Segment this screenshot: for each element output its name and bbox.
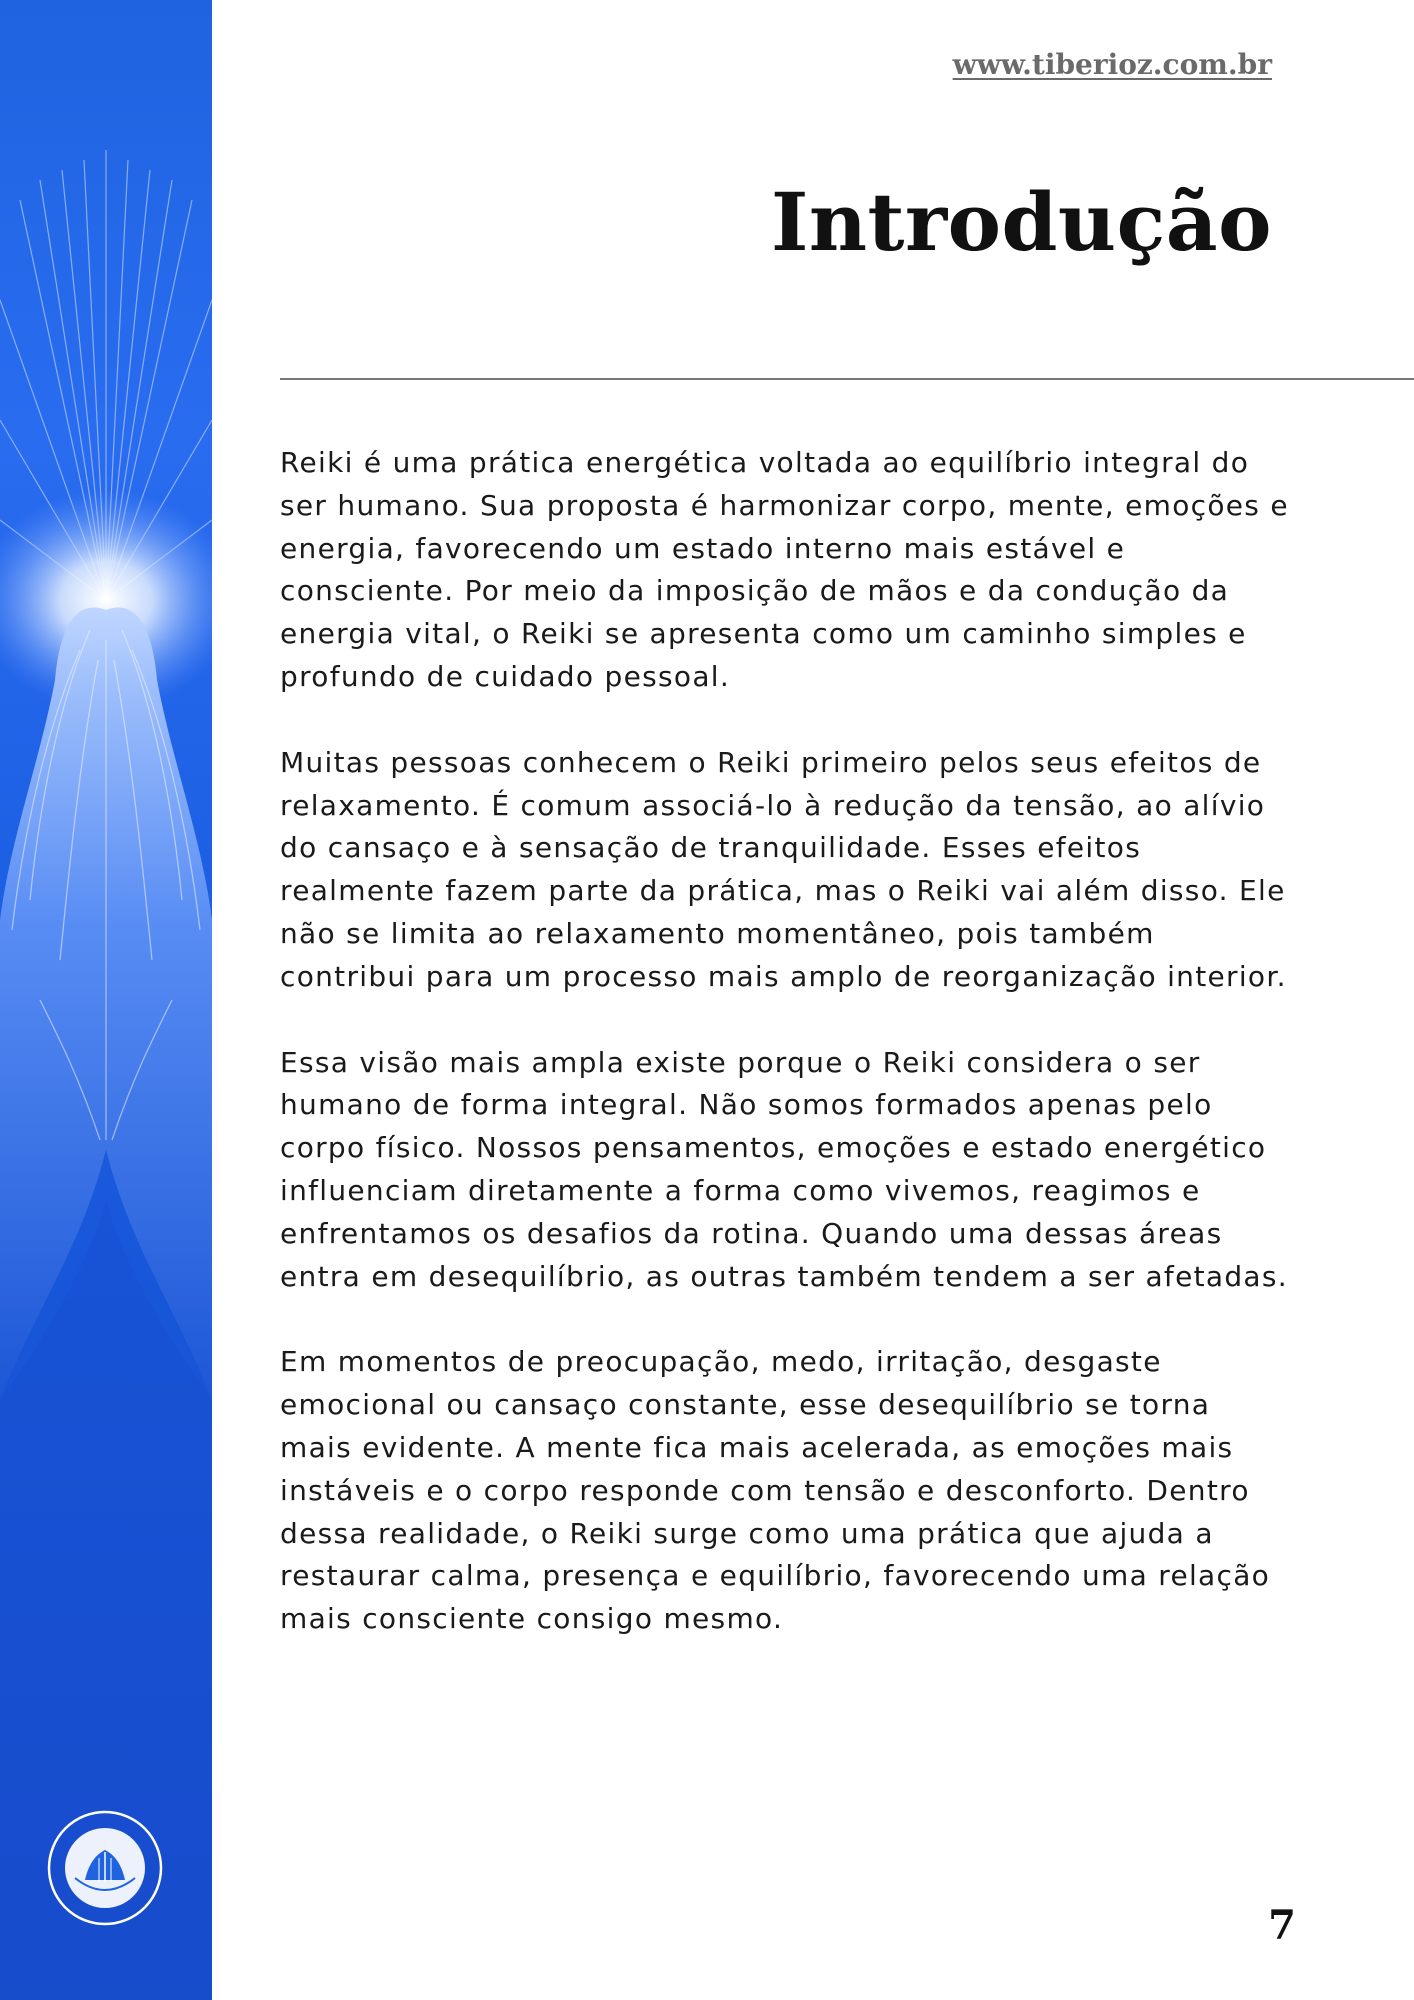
- paragraph-1: Reiki é uma prática energética voltada ao equilíbrio integral do ser humano. Sua proposta é harmonizar corpo, mente, emoções e energia, favorecendo um estado interno mais estável e consciente. Por meio da imposição de mãos e da condução da energia vital, o Reiki se apresenta como um caminho simples e profundo de cuidado pessoal.: [280, 446, 1289, 693]
- title-divider: [280, 378, 1414, 380]
- frequencias-da-liberdade-logo: [45, 1808, 165, 1928]
- page-number: 7: [1268, 1902, 1296, 1949]
- website-url[interactable]: www.tiberioz.com.br: [952, 48, 1272, 81]
- paragraph-4: Em momentos de preocupação, medo, irritação, desgaste emocional ou cansaço constante, esse desequilíbrio se torna mais evidente. A mente fica mais acelerada, as emoções mais instáveis e o corpo responde com tensão e desconforto. Dentro dessa realidade, o Reiki surge como uma prática que ajuda a restaurar calma, presença e equilíbrio, favorecendo uma relação mais consciente consigo mesmo.: [280, 1345, 1271, 1636]
- praying-hands-illustration: [0, 0, 212, 2000]
- body-text: [280, 442, 1290, 1684]
- side-image-panel: [0, 0, 212, 2000]
- page-title: Introdução: [770, 175, 1272, 269]
- paragraph-2: Muitas pessoas conhecem o Reiki primeiro pelos seus efeitos de relaxamento. É comum associá-lo à redução da tensão, ao alívio do cansaço e à sensação de tranquilidade. Esses efeitos realmente fazem parte da prática, mas o Reiki vai além disso. Ele não se limita ao relaxamento momentâneo, pois também contribui para um processo mais amplo de reorganização interior.: [280, 745, 1287, 993]
- paragraph-3: Essa visão mais ampla existe porque o Reiki considera o ser humano de forma integral. Não somos formados apenas pelo corpo físico. Nossos pensamentos, emoções e estado energético influenciam diretamente a forma como vivemos, reagimos e enfrentamos os desafios da rotina. Quando uma dessas áreas entra em desequilíbrio, as outras também tendem a ser afetadas.: [280, 1045, 1288, 1293]
